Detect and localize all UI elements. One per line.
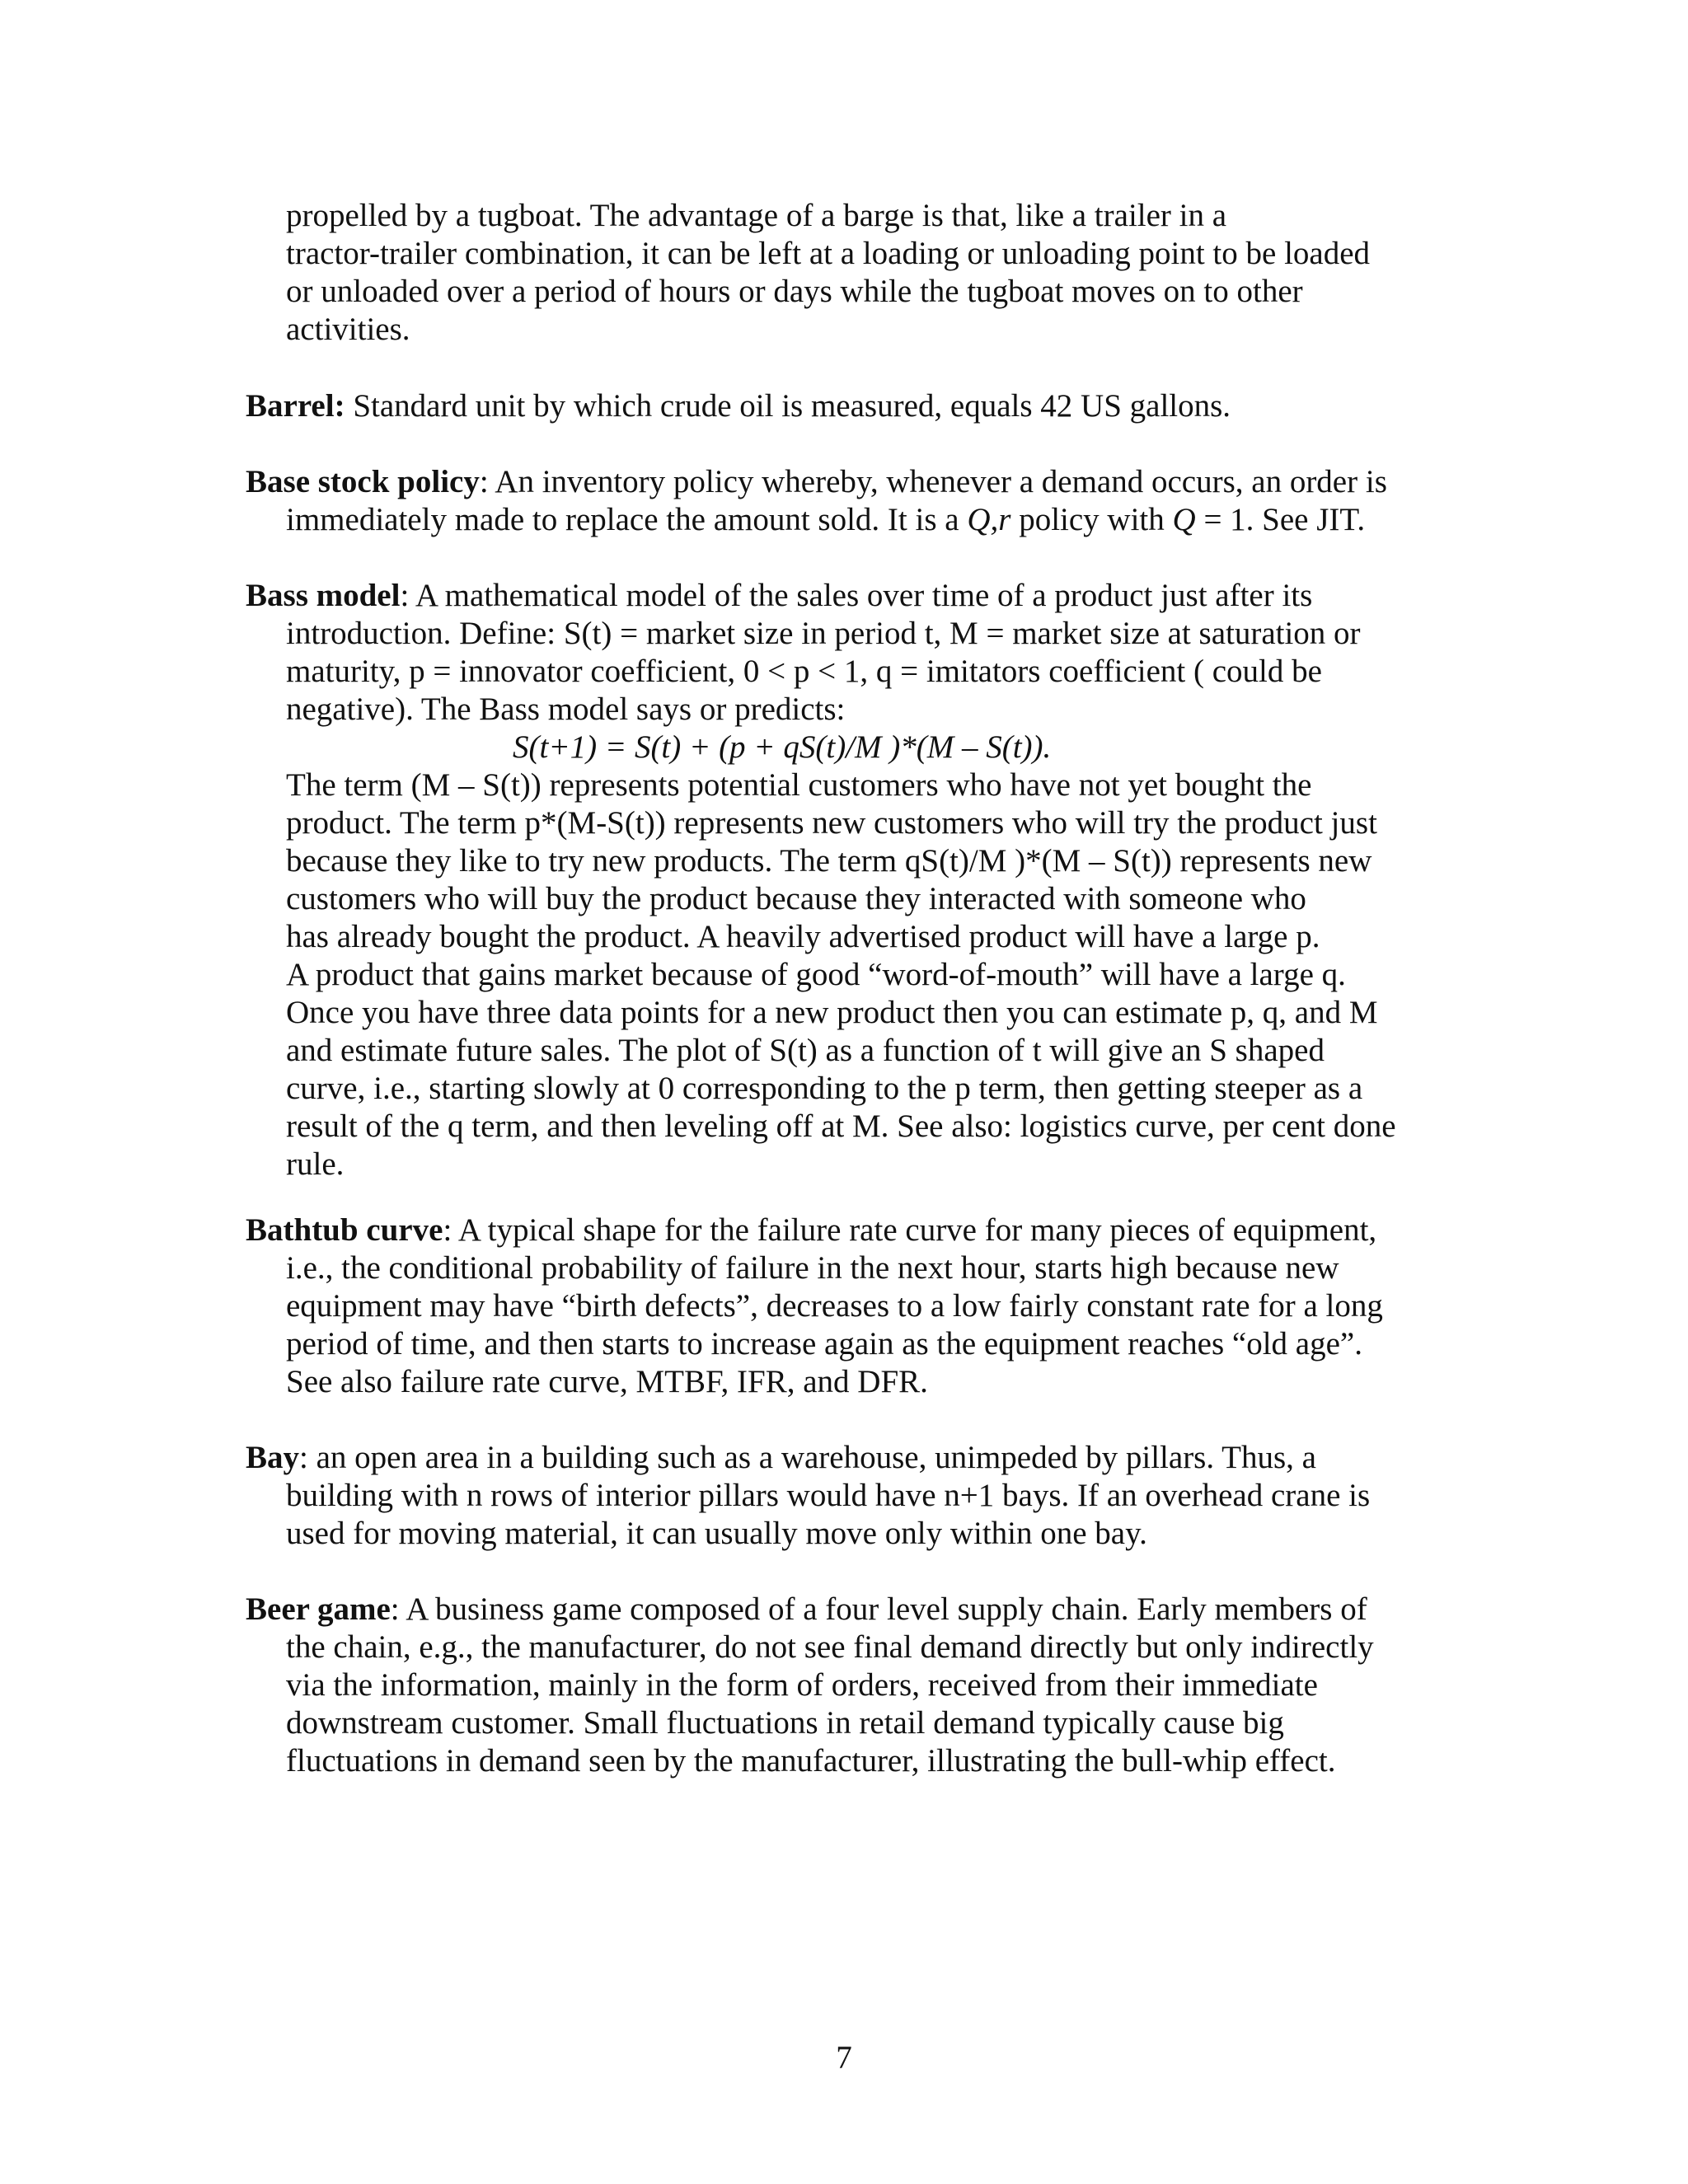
definition-text: : A typical shape for the failure rate curve for many pieces of equipment, xyxy=(443,1212,1377,1248)
definition-text: immediately made to replace the amount sold. It is a xyxy=(286,502,968,537)
text-line: building with n rows of interior pillars would have n+1 bays. If an overhead crane is xyxy=(286,1478,1371,1513)
text-line xyxy=(246,577,1449,615)
text-line: period of time, and then starts to increase again as the equipment reaches “old age”. xyxy=(286,1326,1362,1361)
text-line xyxy=(246,1212,1449,1249)
text-line: maturity, p = innovator coefficient, 0 < p < 1, q = imitators coefficient ( could be xyxy=(286,654,1322,689)
definition-text: : An inventory policy whereby, whenever a demand occurs, an order is xyxy=(479,464,1387,499)
text-line: See also failure rate curve, MTBF, IFR, and DFR. xyxy=(286,1364,928,1399)
text-line: negative). The Bass model says or predicts: xyxy=(286,691,846,727)
text-line: equipment may have “birth defects”, decreases to a low fairly constant rate for a long xyxy=(286,1288,1383,1324)
text-line: the chain, e.g., the manufacturer, do not see final demand directly but only indirectly xyxy=(286,1629,1374,1665)
glossary-term: Bass model xyxy=(246,578,401,613)
entry-bass-model xyxy=(246,577,1449,1183)
definition-text: : A mathematical model of the sales over time of a product just after its xyxy=(400,578,1313,613)
text-line: i.e., the conditional probability of failure in the next hour, starts high because new xyxy=(286,1250,1339,1286)
text-line: because they like to try new products. The term qS(t)/M )*(M – S(t)) represents new xyxy=(286,843,1372,879)
text-line: customers who will buy the product because they interacted with someone who xyxy=(286,881,1306,916)
glossary-term: Beer game xyxy=(246,1591,391,1627)
text-line: result of the q term, and then leveling off at M. See also: logistics curve, per cent done xyxy=(286,1108,1396,1144)
text-line: via the information, mainly in the form of orders, received from their immediate xyxy=(286,1667,1318,1703)
glossary-term: Base stock policy xyxy=(246,464,480,499)
definition-text: : A business game composed of a four level supply chain. Early members of xyxy=(390,1591,1367,1627)
text-line: downstream customer. Small fluctuations in retail demand typically cause big xyxy=(286,1705,1284,1741)
text-line xyxy=(246,463,1449,501)
text-line xyxy=(246,501,1449,539)
entry-bathtub-curve xyxy=(246,1212,1449,1401)
entry-beer-game xyxy=(246,1591,1449,1780)
text-line: A product that gains market because of good “word-of-mouth” will have a large q. xyxy=(286,957,1346,992)
definition-text: Standard unit by which crude oil is measured, equals 42 US gallons. xyxy=(345,388,1231,424)
text-line: curve, i.e., starting slowly at 0 corresponding to the p term, then getting steeper as a xyxy=(286,1071,1363,1106)
text-line: fluctuations in demand seen by the manufacturer, illustrating the bull-whip effect. xyxy=(286,1743,1336,1779)
math-variable: Q,r xyxy=(967,502,1011,537)
text-line: has already bought the product. A heavily advertised product will have a large p. xyxy=(286,919,1320,954)
text-line: The term (M – S(t)) represents potential customers who have not yet bought the xyxy=(286,767,1312,803)
text-line: used for moving material, it can usually move only within one bay. xyxy=(286,1516,1147,1551)
text-line: Once you have three data points for a new product then you can estimate p, q, and M xyxy=(286,995,1378,1030)
text-line xyxy=(246,387,1449,425)
text-line xyxy=(246,1439,1449,1477)
entry-barge-continuation xyxy=(246,197,1449,349)
math-variable: Q xyxy=(1172,502,1196,537)
text-line: rule. xyxy=(286,1146,345,1182)
text-line: product. The term p*(M-S(t)) represents new customers who will try the product just xyxy=(286,805,1377,841)
glossary-term: Bathtub curve xyxy=(246,1212,443,1248)
text-line: activities. xyxy=(286,312,410,347)
text-line: and estimate future sales. The plot of S(t) as a function of t will give an S shaped xyxy=(286,1033,1325,1068)
bass-equation: S(t+1) = S(t) + (p + qS(t)/M )*(M – S(t)). xyxy=(513,729,1052,765)
definition-text: policy with xyxy=(1010,502,1173,537)
entry-barrel xyxy=(246,387,1449,425)
page-number: 7 xyxy=(836,2040,852,2075)
glossary-term: Bay xyxy=(246,1440,300,1475)
text-line: introduction. Define: S(t) = market size in period t, M = market size at saturation or xyxy=(286,616,1361,651)
glossary-term: Barrel: xyxy=(246,388,345,424)
text-line xyxy=(246,1591,1449,1629)
entry-base-stock-policy xyxy=(246,463,1449,539)
text-line: tractor-trailer combination, it can be left at a loading or unloading point to be loaded xyxy=(286,236,1371,271)
definition-text: = 1. See JIT. xyxy=(1195,502,1366,537)
text-line: or unloaded over a period of hours or days while the tugboat moves on to other xyxy=(286,274,1303,309)
text-line: propelled by a tugboat. The advantage of a barge is that, like a trailer in a xyxy=(286,198,1227,233)
definition-text: : an open area in a building such as a warehouse, unimpeded by pillars. Thus, a xyxy=(299,1440,1316,1475)
entry-bay xyxy=(246,1439,1449,1553)
